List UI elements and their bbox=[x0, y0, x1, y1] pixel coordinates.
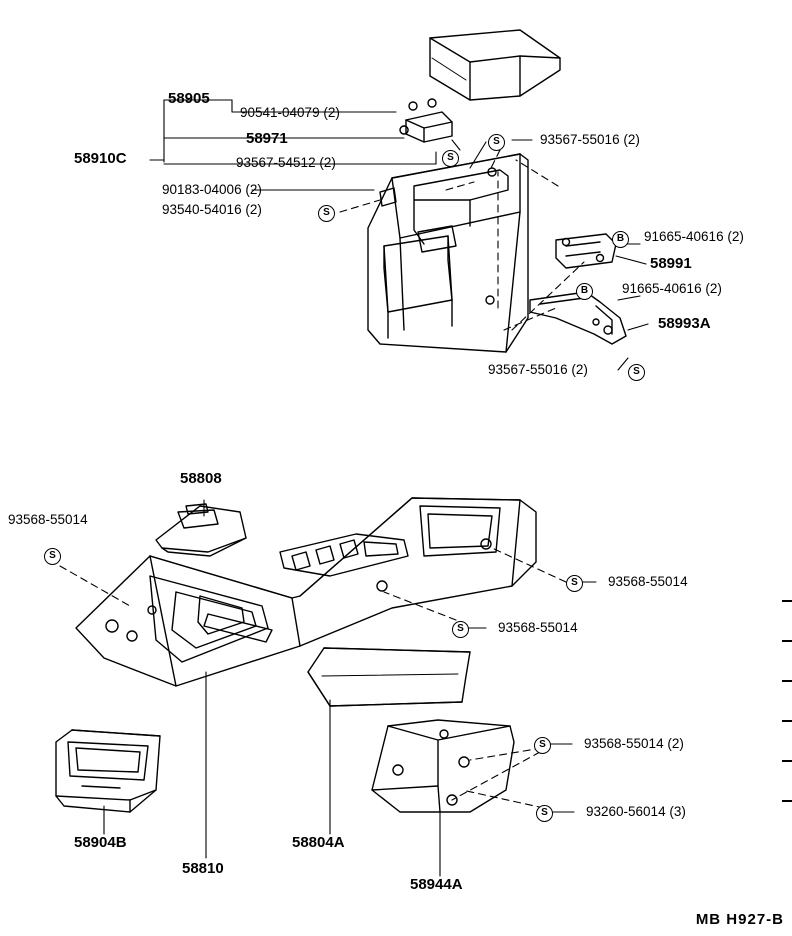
part-label-58991: 58991 bbox=[650, 255, 692, 272]
diagram-footer-code: MB H927-B bbox=[695, 911, 784, 928]
hardware-label-93568-55014-mid: 93568-55014 bbox=[498, 620, 578, 635]
edge-tick bbox=[782, 680, 792, 682]
marker-s-93568-55014-mid: S bbox=[452, 621, 469, 638]
marker-s-93260-56014: S bbox=[536, 805, 553, 822]
hardware-label-93567-54512: 93567-54512 (2) bbox=[236, 155, 336, 170]
part-label-58810: 58810 bbox=[182, 860, 224, 877]
marker-s-93568-55014-rear: S bbox=[534, 737, 551, 754]
hardware-label-90183-04006: 90183-04006 (2) bbox=[162, 182, 262, 197]
part-label-58944A: 58944A bbox=[410, 876, 463, 893]
hardware-label-93568-55014-left: 93568-55014 bbox=[8, 512, 88, 527]
hardware-label-93567-55016-top: 93567-55016 (2) bbox=[540, 132, 640, 147]
hardware-label-93260-56014: 93260-56014 (3) bbox=[586, 804, 686, 819]
marker-s-93567-55016-bottom: S bbox=[628, 364, 645, 381]
hardware-label-91665-40616-a: 91665-40616 (2) bbox=[644, 229, 744, 244]
marker-b-91665-40616-b: B bbox=[576, 283, 593, 300]
marker-s-93540-54016: S bbox=[318, 205, 335, 222]
edge-tick bbox=[782, 760, 792, 762]
hardware-label-93567-55016-bottom: 93567-55016 (2) bbox=[488, 362, 588, 377]
edge-tick bbox=[782, 800, 792, 802]
part-label-58910C: 58910C bbox=[74, 150, 127, 167]
hardware-label-91665-40616-b: 91665-40616 (2) bbox=[622, 281, 722, 296]
marker-s-93568-55014-right: S bbox=[566, 575, 583, 592]
marker-s-93567-54512: S bbox=[442, 150, 459, 167]
hardware-label-93568-55014-right: 93568-55014 bbox=[608, 574, 688, 589]
part-label-58993A: 58993A bbox=[658, 315, 711, 332]
part-label-58904B: 58904B bbox=[74, 834, 127, 851]
part-label-58804A: 58804A bbox=[292, 834, 345, 851]
part-label-58971: 58971 bbox=[246, 130, 288, 147]
edge-tick bbox=[782, 600, 792, 602]
part-label-58808: 58808 bbox=[180, 470, 222, 487]
edge-tick bbox=[782, 720, 792, 722]
hardware-label-90541-04079: 90541-04079 (2) bbox=[240, 105, 340, 120]
marker-s-93568-55014-left: S bbox=[44, 548, 61, 565]
hardware-label-93540-54016: 93540-54016 (2) bbox=[162, 202, 262, 217]
marker-b-91665-40616-a: B bbox=[612, 231, 629, 248]
edge-tick bbox=[782, 640, 792, 642]
hardware-label-93568-55014-rear: 93568-55014 (2) bbox=[584, 736, 684, 751]
part-label-58905: 58905 bbox=[168, 90, 210, 107]
marker-s-93567-55016-top: S bbox=[488, 134, 505, 151]
